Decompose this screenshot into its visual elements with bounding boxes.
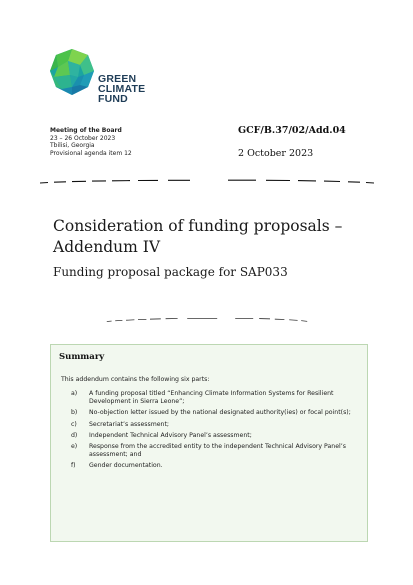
- bottom-separator: [40, 316, 374, 322]
- list-item-marker: b): [71, 409, 78, 417]
- summary-list: [71, 390, 361, 474]
- document-info: [238, 125, 346, 159]
- meeting-dates: 23 – 26 October 2023: [50, 134, 116, 142]
- summary-heading: Summary: [59, 352, 105, 362]
- document-title: [53, 216, 373, 258]
- logo-line-1: GREEN: [98, 73, 137, 85]
- list-item-marker: d): [71, 431, 78, 439]
- list-item: [71, 409, 361, 417]
- list-item-text: Response from the accredited entity to the independent Technical Advisory Panel’s assessment; and: [89, 443, 346, 459]
- list-item-marker: c): [71, 420, 77, 428]
- list-item-marker: e): [71, 443, 78, 451]
- list-item-text: Gender documentation.: [89, 462, 163, 470]
- document-subtitle: Funding proposal package for SAP033: [53, 265, 288, 279]
- list-item: [71, 443, 361, 459]
- top-separator: [40, 178, 374, 184]
- list-item: [71, 462, 361, 470]
- list-item-marker: f): [71, 462, 76, 470]
- logo-line-2: CLIMATE: [98, 83, 146, 95]
- title-line-1: Consideration of funding proposals –: [53, 217, 343, 235]
- summary-box: [50, 344, 368, 542]
- list-item-text: Secretariat’s assessment;: [89, 420, 169, 428]
- gcf-globe-icon: [48, 47, 96, 99]
- list-item: [71, 390, 361, 406]
- list-item: [71, 421, 361, 429]
- title-line-2: Addendum IV: [53, 238, 161, 256]
- list-item-text: A funding proposal titled “Enhancing Climate Information Systems for Resilient Development in Sierra Leone”;: [89, 390, 334, 406]
- list-item-text: No-objection letter issued by the national designated authority(ies) or focal point(s);: [89, 409, 351, 417]
- summary-intro: This addendum contains the following six parts:: [61, 376, 210, 383]
- document-date: 2 October 2023: [238, 148, 314, 159]
- list-item-marker: a): [71, 390, 78, 397]
- logo-wordmark: [98, 74, 158, 104]
- logo-line-3: FUND: [98, 93, 128, 105]
- meeting-heading: Meeting of the Board: [50, 127, 122, 134]
- list-item-text: Independent Technical Advisory Panel’s assessment;: [89, 431, 252, 439]
- meeting-location: Tbilisi, Georgia: [50, 142, 95, 150]
- meeting-agenda-item: Provisional agenda item 12: [50, 149, 132, 157]
- document-code: GCF/B.37/02/Add.04: [238, 125, 346, 136]
- list-item: [71, 432, 361, 440]
- meeting-info: [50, 127, 132, 157]
